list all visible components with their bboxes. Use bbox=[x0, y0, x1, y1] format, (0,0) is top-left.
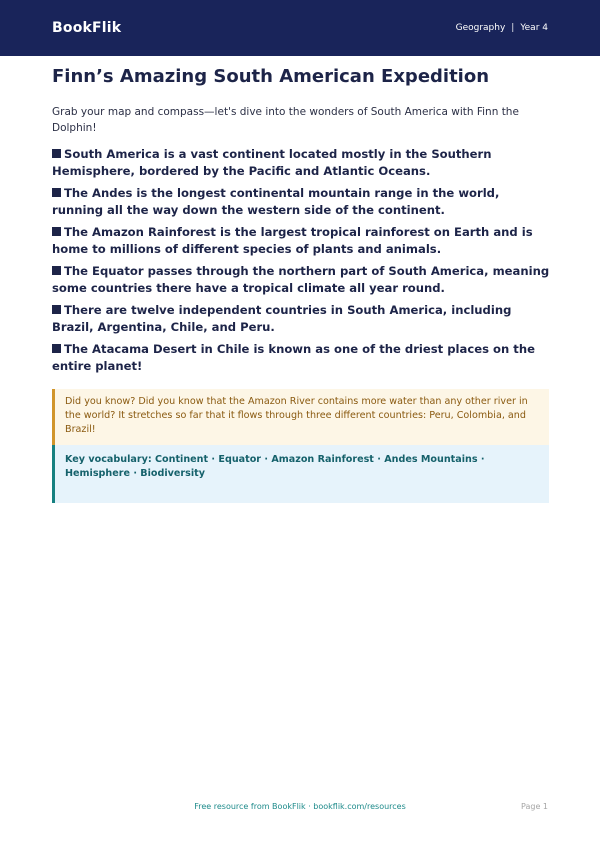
fact-text: The Amazon Rainforest is the largest tropical rainforest on Earth and is home to millions of different species of plants and animals. bbox=[52, 225, 533, 256]
main-content bbox=[52, 64, 552, 503]
fact-item bbox=[52, 224, 552, 258]
header-meta bbox=[456, 23, 548, 33]
fact-item bbox=[52, 185, 552, 219]
fact-text: There are twelve independent countries in South America, including Brazil, Argentina, Chile, and Peru. bbox=[52, 303, 512, 334]
square-bullet-icon bbox=[52, 188, 61, 197]
fact-text: South America is a vast continent located mostly in the Southern Hemisphere, bordered by the Pacific and Atlantic Oceans. bbox=[52, 147, 492, 178]
square-bullet-icon bbox=[52, 344, 61, 353]
did-you-know-callout bbox=[52, 389, 549, 445]
intro-text: Grab your map and compass—let's dive into the wonders of South America with Finn the Dolphin! bbox=[52, 106, 519, 134]
year-label: Year 4 bbox=[520, 23, 548, 33]
fact-list bbox=[52, 146, 552, 375]
square-bullet-icon bbox=[52, 305, 61, 314]
fact-text: The Equator passes through the northern part of South America, meaning some countries there have a tropical climate all year round. bbox=[52, 264, 550, 295]
subject-label: Geography bbox=[455, 23, 506, 33]
square-bullet-icon bbox=[52, 149, 61, 158]
square-bullet-icon bbox=[52, 227, 61, 236]
page-header bbox=[0, 0, 600, 56]
fact-item bbox=[52, 263, 552, 297]
callout-text: Did you know? Did you know that the Amazon River contains more water than any other river in the world? It stretches so far that it flows through three different countries: Peru, Colombia, and Brazil! bbox=[65, 396, 528, 435]
brand-logo-text[interactable]: BookFlik bbox=[52, 20, 122, 36]
square-bullet-icon bbox=[52, 266, 61, 275]
meta-separator: | bbox=[511, 23, 515, 33]
fact-text: The Atacama Desert in Chile is known as one of the driest places on the entire planet! bbox=[52, 342, 535, 373]
key-vocabulary-box bbox=[52, 445, 549, 503]
fact-item bbox=[52, 146, 552, 180]
fact-item bbox=[52, 341, 552, 375]
fact-item bbox=[52, 302, 552, 336]
page-title: Finn’s Amazing South American Expedition bbox=[52, 66, 490, 87]
fact-text: The Andes is the longest continental mountain range in the world, running all the way down the western side of the continent. bbox=[52, 186, 500, 217]
page-number: Page 1 bbox=[521, 802, 548, 811]
vocabulary-text: Key vocabulary: Continent · Equator · Amazon Rainforest · Andes Mountains · Hemisphere · Biodiversity bbox=[65, 454, 485, 479]
footer-credit[interactable]: Free resource from BookFlik · bookflik.com/resources bbox=[194, 802, 406, 811]
